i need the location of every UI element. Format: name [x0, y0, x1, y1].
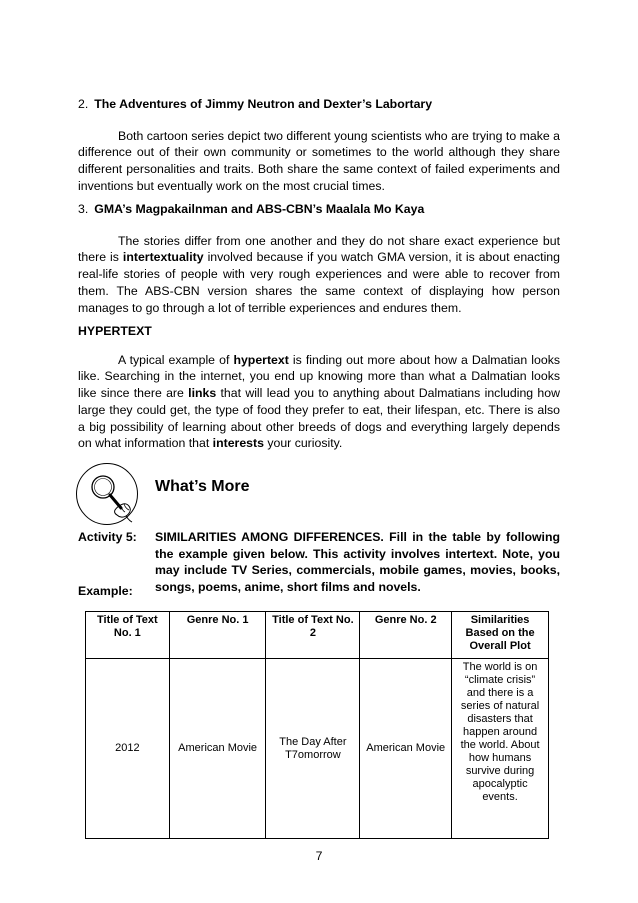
section-3-paragraph: [78, 233, 560, 317]
section-3-heading: [78, 201, 560, 218]
section-3-number: 3.: [78, 202, 89, 216]
header-similarities: Similarities Based on the Overall Plot: [452, 612, 549, 659]
section-2-heading: [78, 96, 560, 113]
hypertext-term: hypertext: [233, 352, 289, 367]
cell-genre-2: American Movie: [360, 659, 452, 839]
section-3-text-2: involved because if you watch GMA version, it is about enacting real-life stories of people with very rough experiences and were able to recover from them. The ABS-CBN version shares the same context of displaying how person manages to go through a lot of terrible experiences and endures them.: [78, 250, 560, 315]
intertextuality-term: intertextuality: [122, 250, 204, 265]
hypertext-text-4: your curiosity.: [263, 436, 343, 451]
activity-instructions: SIMILARITIES AMONG DIFFERENCES. Fill in the table by following the example given below. This activity involves intertext. Note, you may include TV Series, commercials, mobile games, movies, books, songs, poems, anime, short films and novels.: [155, 530, 560, 595]
hypertext-paragraph: [78, 352, 560, 452]
cell-genre-1: American Movie: [169, 659, 266, 839]
hypertext-section: [78, 323, 560, 452]
activity-label: Activity 5:: [78, 530, 137, 544]
header-title-text-2: Title of Text No. 2: [266, 612, 360, 659]
magnifying-glass-hand-svg: [77, 464, 139, 526]
section-2: [78, 96, 560, 195]
hypertext-text-2: is finding out more about how a Dalmatian looks like. Searching in the internet, you end up knowing more than what a Dalmatian looks like since there are: [78, 352, 561, 401]
hypertext-text-3: that will lead you to anything about Dalmatians including how large they could get, the type of food they prefer to eat, their lifespan, etc. There is also a big possibility of learning about other breeds of dogs and everything largely depends on what information that: [78, 386, 560, 451]
section-2-paragraph: Both cartoon series depict two different young scientists who are trying to make a difference out of their own community or sometimes to the world although they share different personalities and traits. Both share the same context of failed experiments and inventions but eventually work on the most crucial times.: [78, 128, 560, 193]
cell-title-2: The Day After T7omorrow: [266, 659, 360, 839]
links-term: links: [188, 386, 217, 401]
page-number: 7: [315, 849, 323, 863]
example-table: [85, 611, 549, 839]
hypertext-text-1: A typical example of: [118, 352, 234, 367]
section-2-title: The Adventures of Jimmy Neutron and Dexter’s Labortary: [94, 97, 433, 111]
header-genre-1: Genre No. 1: [169, 612, 266, 659]
cell-title-1: 2012: [86, 659, 170, 839]
example-label: Example:: [78, 584, 133, 598]
table-header-row: [86, 612, 549, 659]
section-3-text-1: The stories differ from one another and they do not share exact experience but there is: [78, 233, 560, 265]
interests-term: interests: [212, 436, 264, 451]
cell-similarities: The world is on “climate crisis” and there is a series of natural disasters that happen around the world. About how humans survive during apocalyptic events.: [452, 659, 549, 839]
header-genre-2: Genre No. 2: [360, 612, 452, 659]
section-3-title: GMA’s Magpakailnman and ABS-CBN’s Maalala Mo Kaya: [94, 202, 425, 216]
section-3: [78, 201, 560, 316]
table-row: [86, 659, 549, 839]
magnifying-glass-hand-icon: [76, 463, 138, 525]
section-2-number: 2.: [78, 97, 89, 111]
whats-more-title: What’s More: [155, 478, 250, 495]
header-title-text-1: Title of Text No. 1: [86, 612, 170, 659]
hypertext-heading: HYPERTEXT: [78, 324, 152, 338]
